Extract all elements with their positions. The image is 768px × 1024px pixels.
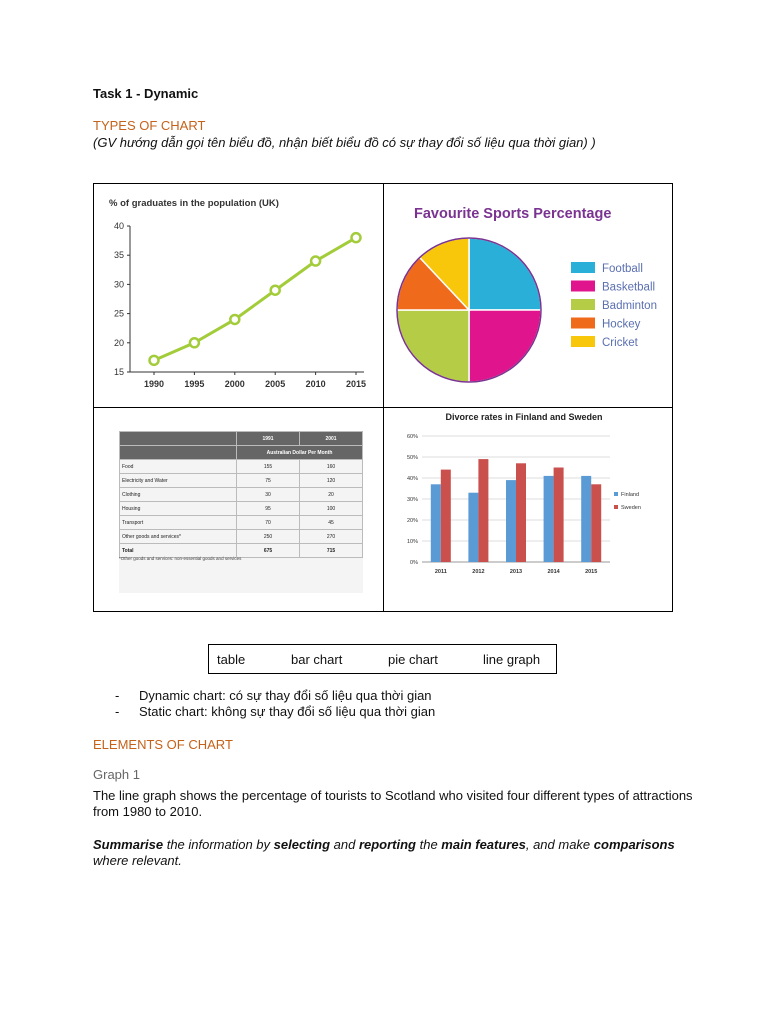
cell-value: 30 — [237, 488, 300, 502]
bar — [581, 476, 591, 562]
spending-table — [119, 431, 363, 558]
y-tick-label: 40% — [406, 476, 418, 482]
data-point — [311, 257, 320, 266]
list-item: - Dynamic chart: có sự thay đổi số liệu qua thời gian — [115, 688, 432, 703]
legend-label: Finland — [621, 492, 640, 498]
chart-type-bar-chart: bar chart — [291, 652, 343, 667]
data-point — [271, 286, 280, 295]
row-label: Other goods and services* — [120, 530, 237, 544]
bar — [591, 484, 601, 562]
cell-value: 160 — [300, 460, 363, 474]
x-tick-label: 2015 — [585, 569, 598, 575]
row-label: Electricity and Water — [120, 474, 237, 488]
legend-swatch — [614, 492, 618, 496]
pie-chart — [384, 184, 673, 407]
chart-type-table: table — [217, 652, 246, 667]
cell-value: 675 — [237, 544, 300, 558]
x-tick-label: 2015 — [345, 379, 367, 389]
pie-slice — [469, 238, 541, 310]
table-row — [120, 488, 363, 502]
legend-swatch — [571, 336, 595, 347]
x-tick-label: 2011 — [434, 569, 447, 575]
row-label: Food — [120, 460, 237, 474]
cell-value: 715 — [300, 544, 363, 558]
table-row — [120, 516, 363, 530]
graph-label: Graph 1 — [93, 767, 140, 782]
row-label: Clothing — [120, 488, 237, 502]
pie-slice — [469, 310, 541, 382]
y-tick-label: 30% — [406, 497, 418, 503]
cell-value: 70 — [237, 516, 300, 530]
y-tick-label: 50% — [406, 455, 418, 461]
x-tick-label: 1990 — [143, 379, 165, 389]
legend-swatch — [614, 505, 618, 509]
x-tick-label: 1995 — [184, 379, 205, 389]
legend-label: Basketball — [602, 281, 656, 294]
chart-grid — [93, 183, 673, 612]
legend-swatch — [571, 281, 595, 292]
table-row — [120, 530, 363, 544]
legend-label: Cricket — [602, 337, 638, 349]
y-tick-label: 40 — [113, 221, 124, 231]
series-line — [154, 238, 356, 361]
y-tick-label: 60% — [406, 434, 418, 440]
types-of-chart-heading: TYPES OF CHART — [93, 118, 206, 133]
table-chart-cell — [94, 408, 383, 612]
x-tick-label: 2014 — [547, 569, 560, 575]
bar-chart — [384, 408, 673, 612]
x-tick-label: 2010 — [305, 379, 326, 389]
data-point — [352, 233, 361, 242]
row-label: Transport — [120, 516, 237, 530]
table-header-row — [120, 432, 363, 446]
cell-value: 250 — [237, 530, 300, 544]
bar — [478, 459, 488, 562]
cell-value: 270 — [300, 530, 363, 544]
chart-type-line-graph: line graph — [483, 652, 541, 667]
bullet-dynamic: Dynamic chart: có sự thay đổi số liệu qua thời gian — [139, 688, 432, 703]
x-tick-label: 2013 — [509, 569, 523, 575]
bar — [441, 470, 451, 562]
legend-swatch — [571, 318, 595, 329]
table-row — [120, 474, 363, 488]
pie-slice — [397, 310, 469, 382]
y-tick-label: 15 — [113, 367, 124, 377]
elements-of-chart-heading: ELEMENTS OF CHART — [93, 737, 233, 752]
table-row — [120, 502, 363, 516]
cell-value: 95 — [237, 502, 300, 516]
column-header-1991: 1991 — [237, 432, 300, 446]
x-tick-label: 2005 — [265, 379, 286, 389]
line-chart-title: % of graduates in the population (UK) — [109, 198, 279, 209]
cell-value: 20 — [300, 488, 363, 502]
table-footnote: *Other goods and services: non-essential goods and services — [119, 556, 242, 561]
x-tick-label: 2000 — [224, 379, 245, 389]
legend-label: Football — [602, 263, 643, 275]
column-header-2001: 2001 — [300, 432, 363, 446]
chart-type-pie-chart: pie chart — [388, 652, 438, 667]
bar — [516, 463, 526, 562]
y-tick-label: 0% — [410, 560, 418, 566]
data-point — [150, 356, 159, 365]
types-note: (GV hướng dẫn gọi tên biểu đồ, nhận biết biểu đồ có sự thay đổi số liệu qua thời gian) ) — [93, 135, 596, 150]
bar — [431, 484, 441, 562]
bar — [506, 480, 516, 562]
row-label: Total — [120, 544, 237, 558]
legend-label: Sweden — [621, 505, 641, 511]
line-chart-cell — [94, 184, 383, 407]
chart-types-box — [208, 644, 557, 674]
data-point — [230, 315, 239, 324]
task-title: Task 1 - Dynamic — [93, 86, 199, 101]
list-item: - Static chart: không sự thay đổi số liệu qua thời gian — [115, 704, 436, 719]
bullet-static: Static chart: không sự thay đổi số liệu qua thời gian — [139, 704, 436, 719]
cell-value: 155 — [237, 460, 300, 474]
y-tick-label: 35 — [113, 250, 124, 261]
y-tick-label: 20% — [406, 518, 418, 524]
table-subheader-row — [120, 446, 363, 460]
cell-value: 75 — [237, 474, 300, 488]
data-point — [190, 338, 199, 347]
cell-value: 100 — [300, 502, 363, 516]
line-chart — [94, 184, 383, 407]
legend-label: Badminton — [602, 300, 657, 312]
bar — [468, 493, 478, 562]
cell-value: 45 — [300, 516, 363, 530]
table-row — [120, 460, 363, 474]
bullet-list — [115, 688, 435, 720]
row-label: Housing — [120, 502, 237, 516]
cell-value: 120 — [300, 474, 363, 488]
y-tick-label: 20 — [113, 337, 124, 348]
y-tick-label: 30 — [113, 279, 124, 290]
y-tick-label: 25 — [113, 308, 124, 319]
y-tick-label: 10% — [406, 539, 418, 545]
pie-chart-cell — [384, 184, 673, 407]
legend-label: Hockey — [602, 318, 641, 331]
bar — [554, 468, 564, 563]
bar — [544, 476, 554, 562]
pie-chart-title: Favourite Sports Percentage — [414, 206, 612, 222]
table-subheader: Australian Dollar Per Month — [237, 446, 363, 460]
legend-swatch — [571, 299, 595, 310]
bar-chart-title: Divorce rates in Finland and Sweden — [445, 412, 603, 422]
x-tick-label: 2012 — [472, 569, 485, 575]
bar-chart-cell — [384, 408, 673, 612]
task-instruction: Summarise the information by selecting and reporting the main features, and make comparisons where relevant. — [93, 837, 675, 868]
legend-swatch — [571, 262, 595, 273]
task-description: The line graph shows the percentage of tourists to Scotland who visited four different types of attractions from 1980 to 2010. — [93, 788, 693, 819]
